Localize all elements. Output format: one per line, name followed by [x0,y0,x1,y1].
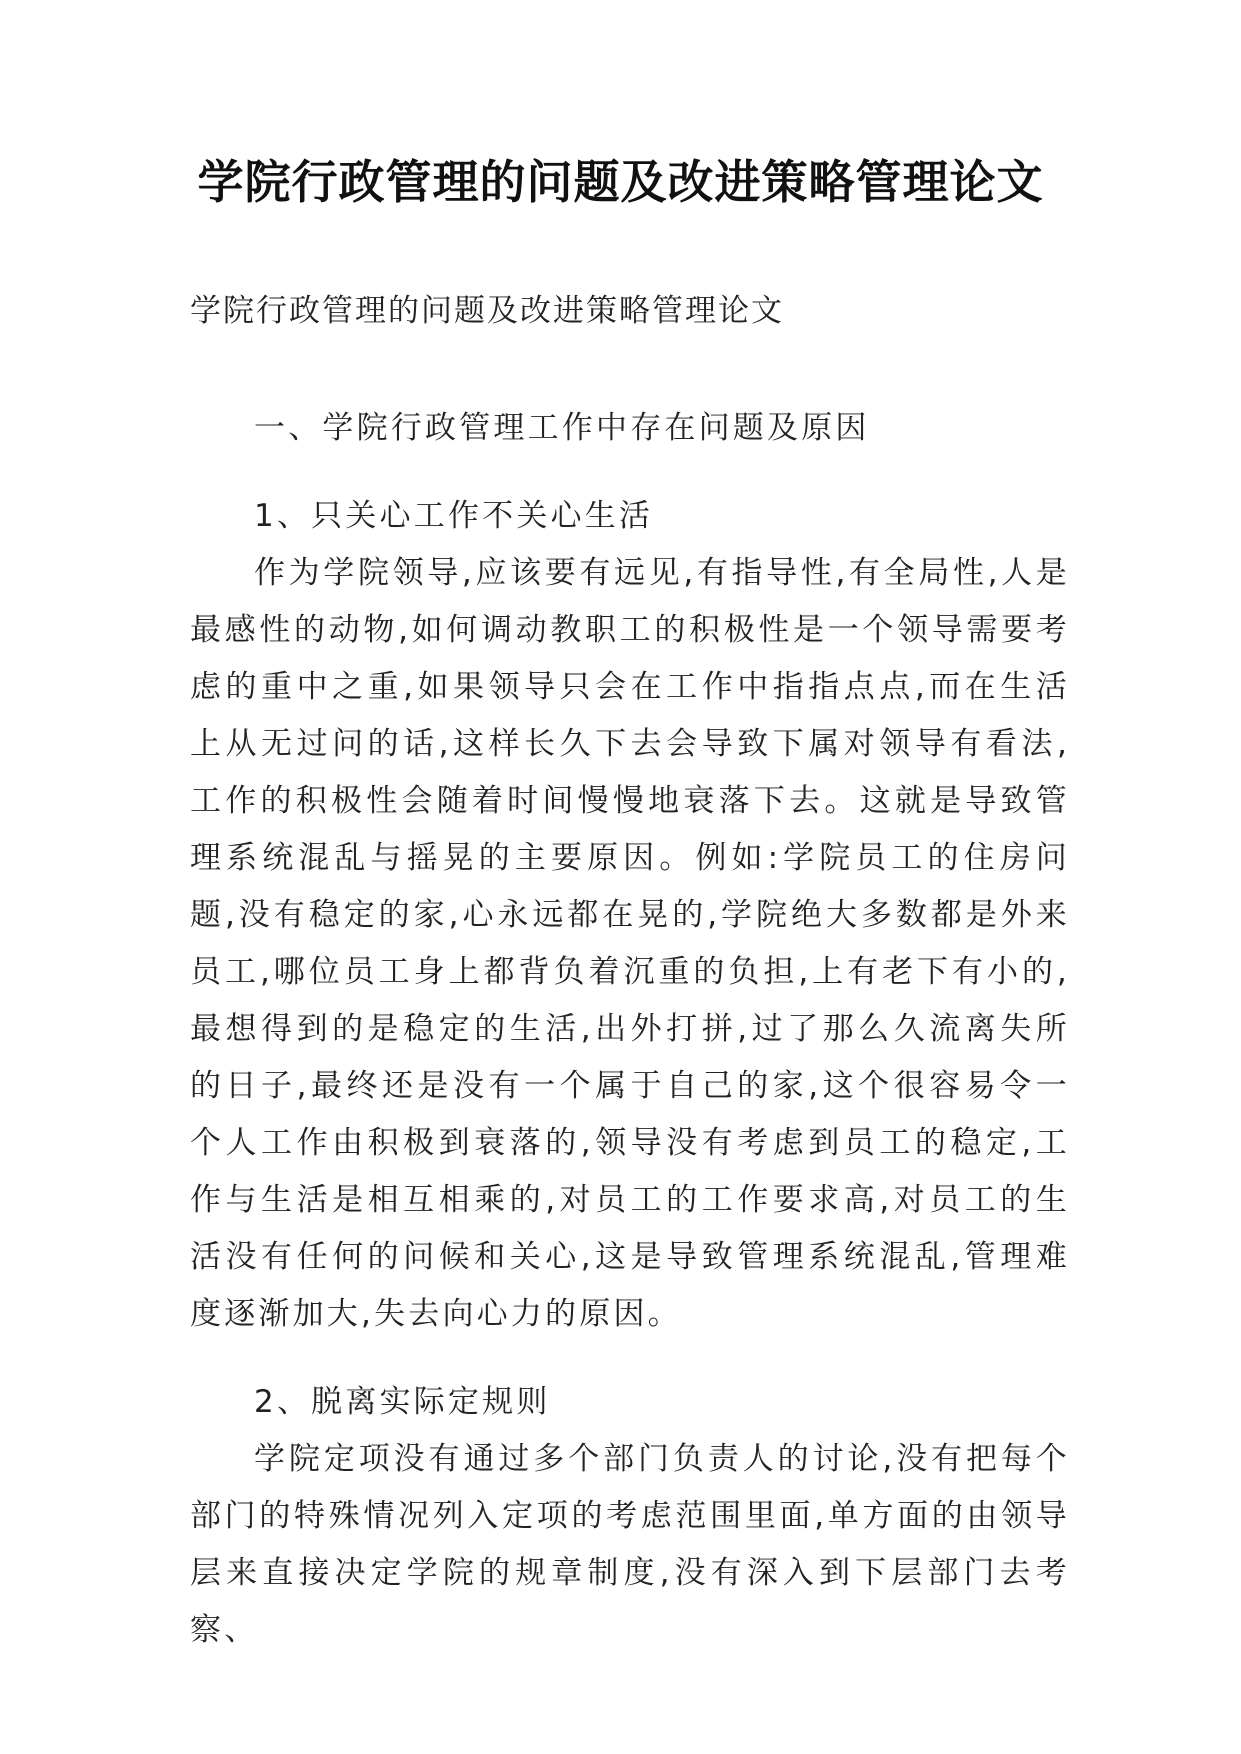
document-body [190,400,1070,1659]
section-heading: 一、学院行政管理工作中存在问题及原因 [254,410,870,446]
item-heading-2: 2、脱离实际定规则 [254,1384,551,1420]
item-heading-1: 1、只关心工作不关心生活 [254,498,654,534]
paragraph-2: 学院定项没有通过多个部门负责人的讨论,没有把每个部门的特殊情况列入定项的考虑范围里面,单方面的由领导层来直接决定学院的规章制度,没有深入到下层部门去考察、 [190,1441,1070,1648]
paragraph-1: 作为学院领导,应该要有远见,有指导性,有全局性,人是最感性的动物,如何调动教职工的积极性是一个领导需要考虑的重中之重,如果领导只会在工作中指指点点,而在生活上从无过问的话,这样长久下去会导致下属对领导有看法,工作的积极性会随着时间慢慢地衰落下去。这就是导致管理系统混乱与摇晃的主要原因。例如:学院员工的住房问题,没有稳定的家,心永远都在晃的,学院绝大多数都是外来员工,哪位员工身上都背负着沉重的负担,上有老下有小的,最想得到的是稳定的生活,出外打拼,过了那么久流离失所的日子,最终还是没有一个属于自己的家,这个很容易令一个人工作由积极到衰落的,领导没有考虑到员工的稳定,工作与生活是相互相乘的,对员工的工作要求高,对员工的生活没有任何的问候和关心,这是导致管理系统混乱,管理难度逐渐加大,失去向心力的原因。 [190,555,1070,1332]
document-title: 学院行政管理的问题及改进策略管理论文 [197,155,1044,209]
document-subtitle: 学院行政管理的问题及改进策略管理论文 [190,293,784,329]
